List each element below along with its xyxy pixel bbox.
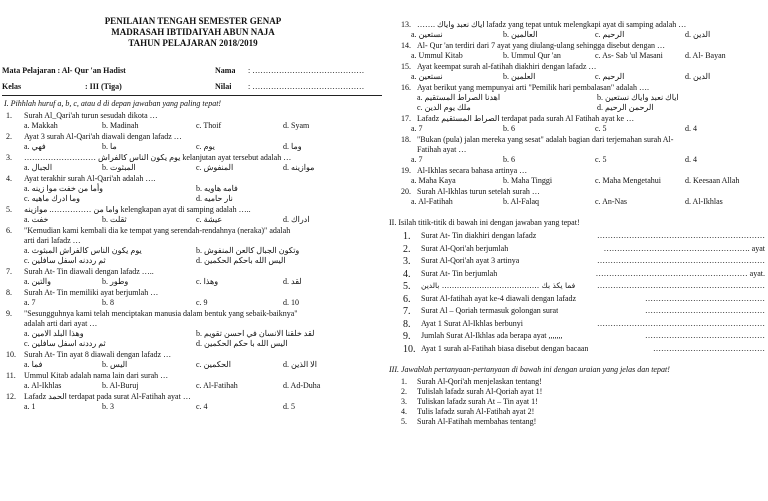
essay-number: 5. xyxy=(401,418,407,426)
answer-option: a. Al-Fatihah xyxy=(411,197,453,206)
question-text: ……. اياك نعبد واياك lafadz yang tepat untuk melengkapi ayat di samping adalah … xyxy=(417,21,687,29)
fill-text: فما يكذ بك ………………………………… بالدين xyxy=(421,282,576,290)
question-number: 9. xyxy=(6,310,12,318)
question-text: Ummul Kitab adalah nama lain dari surah … xyxy=(24,372,169,380)
question-number: 19. xyxy=(401,167,411,175)
fill-answer-line: ……………………………………………………… xyxy=(597,257,765,265)
question-text-cont: Fatihah ayat … xyxy=(417,146,467,154)
class-value: : III (Tiga) xyxy=(85,83,122,91)
question-text: ……………………… يوم يكون الناس كالفراش kelanjutan ayat tersebut adalah … xyxy=(24,154,292,162)
answer-option: c. ثم رددنه اسفل سافلين xyxy=(24,256,106,265)
question-number: 14. xyxy=(401,42,411,50)
question-number: 6. xyxy=(6,227,12,235)
answer-option: c. 5 xyxy=(595,124,607,133)
answer-option: b. 8 xyxy=(102,298,114,307)
fill-number: 10. xyxy=(403,344,416,355)
question-number: 3. xyxy=(6,154,12,162)
question-number: 2. xyxy=(6,133,12,141)
answer-option: d. ادراك xyxy=(283,215,310,224)
question-text: "Sesungguhnya kami telah menciptakan manusia dalam bentuk yang sebaik-baiknya" xyxy=(24,310,298,318)
name-label: Nama xyxy=(215,67,236,75)
answer-option: a. خفت xyxy=(24,215,49,224)
question-number: 1. xyxy=(6,112,12,120)
fill-number: 8. xyxy=(403,319,411,330)
answer-option: a. Makkah xyxy=(24,121,58,130)
answer-option: b. 6 xyxy=(503,124,515,133)
subject-label: Mata Pelajaran : Al- Qur 'an Hadist xyxy=(2,67,126,75)
answer-option: c. يوم xyxy=(196,142,215,151)
answer-option: b. 3 xyxy=(102,402,114,411)
answer-option: a. نستعين xyxy=(411,30,443,39)
question-text: Surah At- Tin memiliki ayat berjumlah … xyxy=(24,289,159,297)
answer-option: b. ثقلت xyxy=(102,215,127,224)
answer-option: c. ملك يوم الدين xyxy=(417,103,471,112)
question-number: 17. xyxy=(401,115,411,123)
question-text: Ayat keempat surah al-fatihah diakhiri dengan lafadz … xyxy=(417,63,597,71)
header-line-1: PENILAIAN TENGAH SEMESTER GENAP xyxy=(104,17,282,26)
answer-option: c. ثم رددنه اسفل سافلين xyxy=(24,339,106,348)
fill-answer-line: ……………………………………………………… xyxy=(597,282,765,290)
answer-option: b. لقد خلقنا الانسان في احسن تقويم xyxy=(196,329,315,338)
essay-number: 3. xyxy=(401,398,407,406)
essay-number: 1. xyxy=(401,378,407,386)
question-number: 7. xyxy=(6,268,12,276)
answer-option: b. Al-Falaq xyxy=(503,197,539,206)
question-number: 4. xyxy=(6,175,12,183)
fill-answer-line: ………………………………………………. ayat xyxy=(603,244,765,253)
fill-text: Ayat 1 Surat Al-Ikhlas berbunyi xyxy=(421,319,523,328)
answer-option: c. 4 xyxy=(196,402,208,411)
answer-option: d. لقد xyxy=(283,277,302,286)
fill-number: 6. xyxy=(403,294,411,305)
question-text: Al- Qur 'an terdiri dari 7 ayat yang diulang-ulang sehingga disebut dengan … xyxy=(417,42,666,50)
fill-number: 5. xyxy=(403,282,411,292)
question-text: "Kemudian kami kembali dia ke tempat yang serendah-rendahnya (neraka)" adalah xyxy=(24,227,291,235)
question-number: 12. xyxy=(6,393,16,401)
answer-option: b. وتكون الجبال كالعن المنفوش xyxy=(196,246,300,255)
answer-option: c. An-Nas xyxy=(595,197,627,206)
answer-option: b. المبثوت xyxy=(102,163,136,172)
question-text: Lafadz الصراط المستقيم terdapat pada surah Al Fatihah ayat ke … xyxy=(417,115,635,123)
question-number: 10. xyxy=(6,351,16,359)
essay-number: 2. xyxy=(401,388,407,396)
question-text: Surah Al_Qari'ah turun sesudah dikota … xyxy=(24,112,158,120)
answer-option: c. وهذا xyxy=(196,277,219,286)
answer-option: b. 6 xyxy=(503,155,515,164)
answer-option: d. الدين xyxy=(685,72,711,81)
answer-option: a. 7 xyxy=(411,155,423,164)
answer-option: d. وما xyxy=(283,142,302,151)
answer-option: a. فما xyxy=(24,360,43,369)
answer-option: c. الرحيم xyxy=(595,30,625,39)
answer-option: d. الرحمن الرحيم xyxy=(597,103,654,112)
header-line-3: TAHUN PELAJARAN 2018/2019 xyxy=(128,39,258,48)
answer-option: b. وطور xyxy=(102,277,129,286)
answer-option: a. وهذا البلد الامين xyxy=(24,329,84,338)
question-text-cont: arti dari lafadz … xyxy=(24,237,81,245)
fill-text: Surat Al-Qori'ah ayat 3 artinya xyxy=(421,257,520,265)
fill-answer-line: …………………………………… xyxy=(653,344,765,353)
class-label: Kelas xyxy=(2,83,22,91)
answer-option: b. Madinah xyxy=(102,121,139,130)
fill-number: 2. xyxy=(403,244,411,255)
fill-answer-line: ……………………………………… xyxy=(645,294,765,303)
answer-option: c. As- Sab 'ul Masani xyxy=(595,51,663,60)
fill-text: Surat Al-Qori'ah berjumlah xyxy=(421,244,509,253)
answer-option: b. Ummul Qur 'an xyxy=(503,51,561,60)
answer-option: a. وأما من خفت موا زينه xyxy=(24,184,104,193)
answer-option: c. المنفوش xyxy=(196,163,234,172)
answer-option: c. عيشة xyxy=(196,215,223,224)
fill-number: 4. xyxy=(403,269,411,280)
answer-option: a. الجبال xyxy=(24,163,53,172)
name-dots: : …………………………………… xyxy=(248,67,365,75)
fill-answer-line: ……………………………………… xyxy=(645,307,765,315)
answer-option: c. 9 xyxy=(196,298,208,307)
answer-option: b. العالمين xyxy=(503,30,538,39)
answer-option: c. Thoif xyxy=(196,121,222,130)
answer-option: c. Maha Mengetahui xyxy=(595,176,661,185)
answer-option: d. Keesaan Allah xyxy=(685,176,740,185)
question-text: Ayat berikut yang mempunyai arti "Pemilik hari pembalasan" adalah …. xyxy=(417,84,649,92)
fill-text: Ayat 1 surah al-Fatihah biasa disebut dengan bacaan xyxy=(421,344,589,353)
question-number: 13. xyxy=(401,21,411,29)
question-number: 11. xyxy=(6,372,16,380)
answer-option: c. وما ادرك ماهيه xyxy=(24,194,81,203)
essay-text: Surah Al-Qori'ah menjelaskan tentang! xyxy=(417,378,542,386)
essay-text: Surah Al-Fatihah membahas tentang! xyxy=(417,418,537,426)
section-1-title: I. Pihhlah huruf a, b, c, atau d di depan jawaban yang paling tepat! xyxy=(4,100,222,108)
essay-number: 4. xyxy=(401,408,407,416)
answer-option: b. Maha Tinggi xyxy=(503,176,553,185)
answer-option: d. اليس الله باحكم الحكمين xyxy=(196,256,286,265)
answer-option: d. 5 xyxy=(283,402,295,411)
question-number: 15. xyxy=(401,63,411,71)
fill-answer-line: ……………………………………………………… xyxy=(597,319,765,328)
fill-text: Surat Al – Qoriah termasuk golongan surat xyxy=(421,307,559,315)
question-text: Ayat 3 surah Al-Qari'ah diawali dengan lafadz … xyxy=(24,133,182,141)
answer-option: d. Al- Bayan xyxy=(685,51,726,60)
question-number: 16. xyxy=(401,84,411,92)
fill-number: 7. xyxy=(403,307,411,317)
answer-option: b. العلمين xyxy=(503,72,536,81)
essay-text: Tuliskan lafadz surah At – Tin ayat 1! xyxy=(417,398,538,406)
fill-text: Surat At- Tin berjumlah xyxy=(421,269,498,278)
answer-option: a. يوم يكون الناس كالفراش المبثوث xyxy=(24,246,142,255)
answer-option: a. 1 xyxy=(24,402,36,411)
answer-option: d. Al-Ikhlas xyxy=(685,197,723,206)
answer-option: a. والتين xyxy=(24,277,52,286)
answer-option: b. Al-Buruj xyxy=(102,381,139,390)
fill-text: Surat Al-fatihah ayat ke-4 diawali dengan lafadz xyxy=(421,294,577,303)
score-label: Nilai xyxy=(215,83,232,91)
answer-option: d. اليس الله با حكم الحكمين xyxy=(196,339,288,348)
question-number: 8. xyxy=(6,289,12,297)
answer-option: b. ما xyxy=(102,142,117,151)
answer-option: d. 4 xyxy=(685,124,697,133)
question-number: 5. xyxy=(6,206,12,214)
answer-option: d. الدين xyxy=(685,30,711,39)
essay-text: Tulis lafadz surah Al-Fatihah ayat 2! xyxy=(417,408,535,416)
answer-option: a. Ummul Kitab xyxy=(411,51,463,60)
header-line-2: MADRASAH IBTIDAIYAH ABUN NAJA xyxy=(111,28,275,37)
answer-option: b. فامه هاويه xyxy=(196,184,238,193)
score-dots: : …………………………………… xyxy=(248,83,365,91)
fill-number: 3. xyxy=(403,257,411,267)
fill-answer-line: ………………………………………………… ayat. xyxy=(595,269,765,278)
answer-option: d. Ad-Duha xyxy=(283,381,321,390)
answer-option: a. نستعين xyxy=(411,72,443,81)
answer-option: d. الا الذين xyxy=(283,360,317,369)
answer-option: d. نار حاميه xyxy=(196,194,233,203)
answer-option: c. 5 xyxy=(595,155,607,164)
answer-option: a. 7 xyxy=(24,298,36,307)
fill-answer-line: ……………………………………… xyxy=(645,332,765,340)
fill-number: 9. xyxy=(403,332,411,342)
question-text: Ayat terakhir surah Al-Qari'ah adalah …. xyxy=(24,175,156,183)
header-divider xyxy=(2,95,382,96)
question-text: Surah Al-Ikhlas turun setelah surah … xyxy=(417,188,540,196)
answer-option: a. 7 xyxy=(411,124,423,133)
question-text: Lafadz الحمد terdapat pada surat Al-Fatihah ayat … xyxy=(24,393,191,401)
answer-option: d. 10 xyxy=(283,298,299,307)
answer-option: a. Al-Ikhlas xyxy=(24,381,62,390)
answer-option: d. 4 xyxy=(685,155,697,164)
answer-option: a. Maha Kaya xyxy=(411,176,456,185)
fill-text: Jumlah Surat Al-Ikhlas ada berapa ayat ,,,,,,, xyxy=(421,332,563,340)
answer-option: c. Al-Fatihah xyxy=(196,381,238,390)
section-3-title: III. Jawablah pertanyaan-pertanyaan di bawah ini dengan uraian yang jelas dan tepat! xyxy=(389,366,670,374)
answer-option: c. الحكمين xyxy=(196,360,231,369)
question-number: 20. xyxy=(401,188,411,196)
answer-option: c. الرحيم xyxy=(595,72,625,81)
answer-option: a. فهي xyxy=(24,142,46,151)
question-number: 18. xyxy=(401,136,411,144)
section-2-title: II. Isilah titik-titik di bawah ini dengan jawaban yang tepat! xyxy=(389,219,580,227)
question-text: وأما من ……………. موازينه kelengkapan ayat di samping adalah ….. xyxy=(24,206,251,214)
essay-text: Tulislah lafadz surah Al-Qoriah ayat 1! xyxy=(417,388,543,396)
question-text: Al-Ikhlas secara bahasa artinya … xyxy=(417,167,528,175)
answer-option: d. Syam xyxy=(283,121,310,130)
answer-option: b. اياك نعبد واياك نستعين xyxy=(597,93,679,102)
question-text: Surah At- Tin ayat 8 diawali dengan lafadz … xyxy=(24,351,172,359)
question-text-cont: adalah arti dari ayat … xyxy=(24,320,98,328)
answer-option: d. موازينه xyxy=(283,163,315,172)
fill-number: 1. xyxy=(403,232,411,242)
question-text: Surah At- Tin diawali dengan lafadz ….. xyxy=(24,268,154,276)
fill-answer-line: ……………………………………………………… xyxy=(597,232,765,240)
answer-option: a. اهدنا الصراط المستقيم xyxy=(417,93,501,102)
question-text: "Bukan (pula) jalan mereka yang sesat" adalah bagian dari terjemahan surah Al- xyxy=(417,136,674,144)
answer-option: b. اليس xyxy=(102,360,128,369)
fill-text: Surat At- Tin diakhiri dengan lafadz xyxy=(421,232,537,240)
